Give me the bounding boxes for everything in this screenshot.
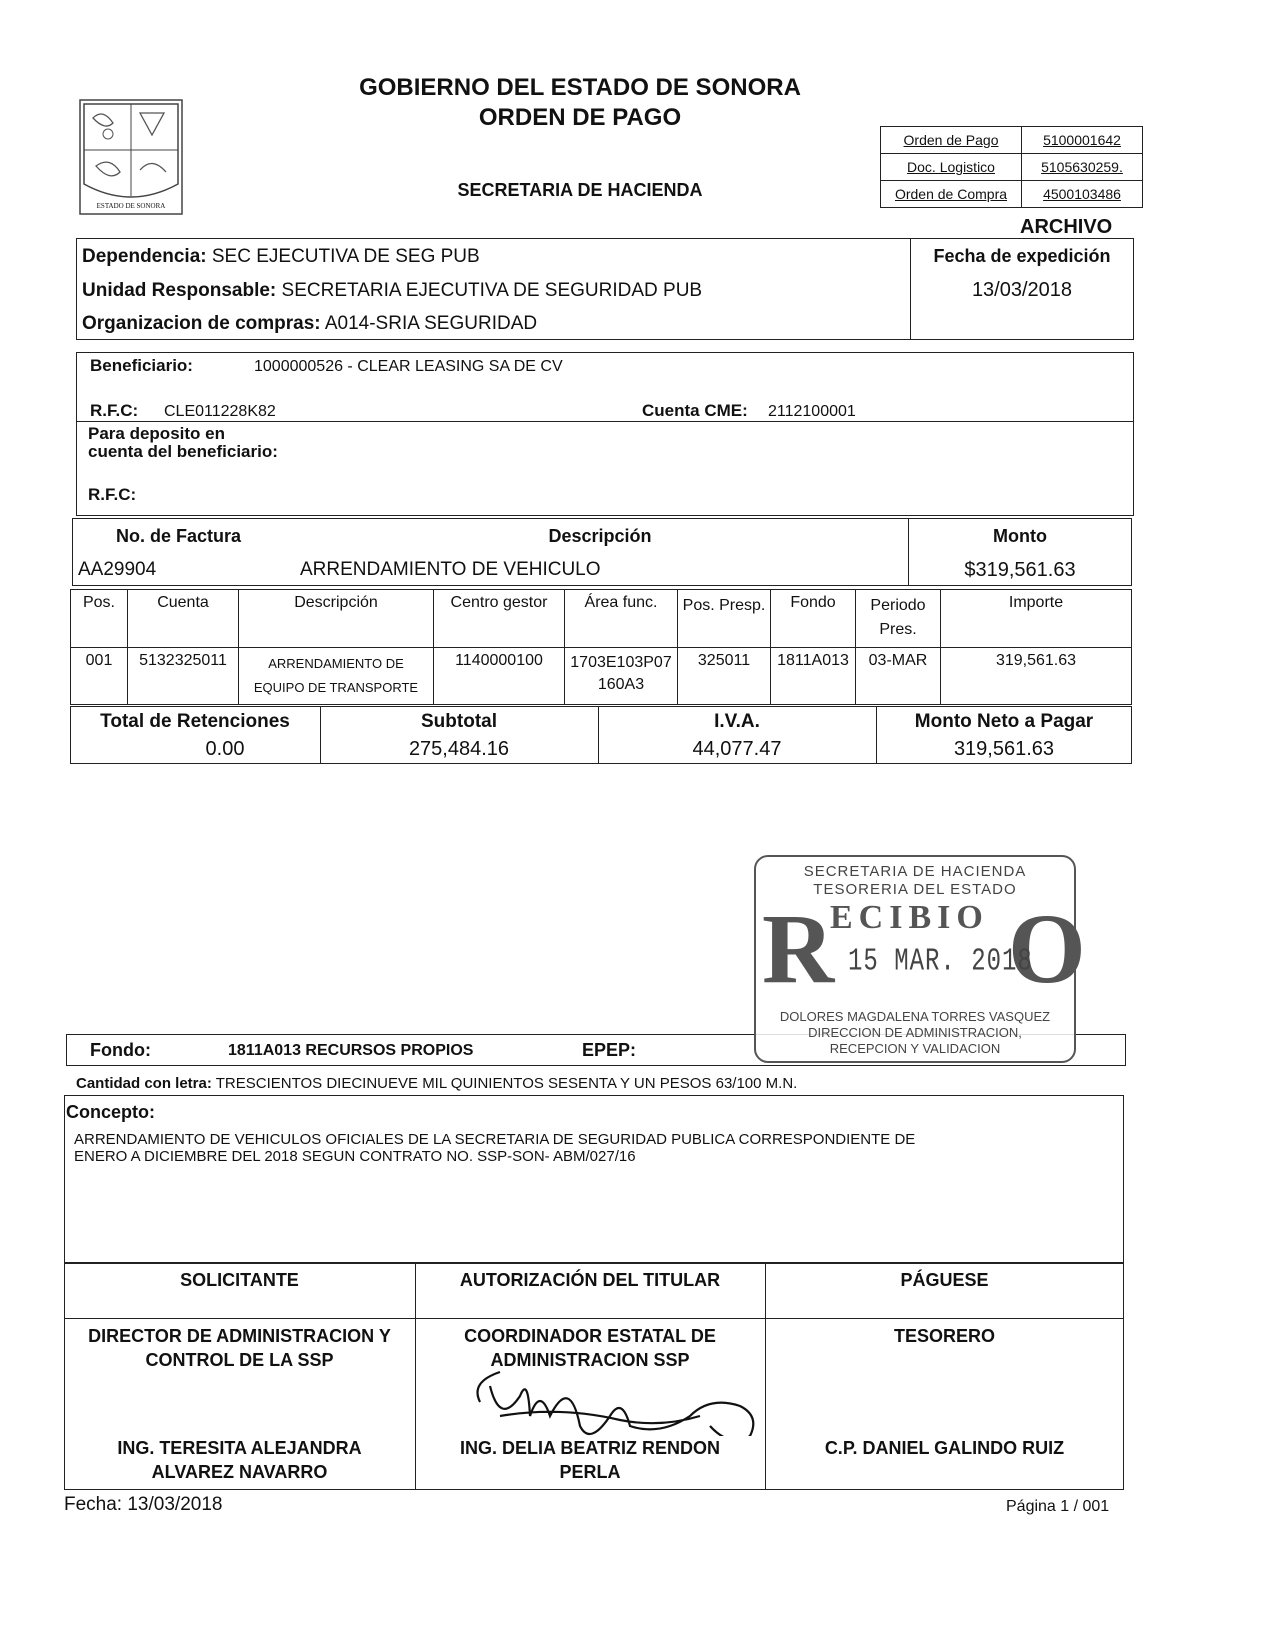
document-title: GOBIERNO DEL ESTADO DE SONORA <box>359 74 801 101</box>
col-pos: Pos. <box>71 590 128 648</box>
stamp-line-5: RECEPCION Y VALIDACION <box>829 1041 1001 1056</box>
monto-header: Monto <box>993 526 1047 546</box>
deposit-label-2: cuenta del beneficiario: <box>88 442 278 461</box>
descripcion-header: Descripción <box>548 526 652 546</box>
cell-fondo: 1811A013 <box>771 648 856 705</box>
table-row <box>71 648 1132 705</box>
factura-header: No. de Factura <box>116 526 242 546</box>
state-seal <box>78 98 184 216</box>
reference-table <box>880 126 1143 208</box>
copy-label: ARCHIVO <box>1020 216 1113 238</box>
signer-role-1-line-1: DIRECTOR DE ADMINISTRACION Y <box>88 1326 391 1346</box>
unidad-row <box>82 280 702 302</box>
deposit-label-1: Para deposito en <box>88 424 225 443</box>
rfc-value: CLE011228K82 <box>164 403 276 420</box>
cuenta-cme-value: 2112100001 <box>768 403 856 420</box>
ref-label: Orden de Compra <box>894 186 1008 202</box>
footer-page: Página 1 / 001 <box>1006 1498 1110 1515</box>
footer-date: Fecha: 13/03/2018 <box>64 1494 223 1515</box>
cell-presp: 325011 <box>678 648 771 705</box>
concept-label: Concepto: <box>66 1102 155 1122</box>
col-importe: Importe <box>941 590 1132 648</box>
beneficiario-label: Beneficiario: <box>90 356 193 375</box>
cell-periodo: 03-MAR <box>856 648 941 705</box>
organizacion-value: A014-SRIA SEGURIDAD <box>324 313 538 334</box>
cell-centro: 1140000100 <box>434 648 565 705</box>
ref-value: 5100001642 <box>1043 132 1121 148</box>
unidad-value: SECRETARIA EJECUTIVA DE SEGURIDAD PUB <box>281 280 703 301</box>
items-header-row <box>71 590 1132 648</box>
monto-value: $319,561.63 <box>964 559 1076 581</box>
iva-value: 44,077.47 <box>692 738 782 760</box>
iva-label: I.V.A. <box>714 711 760 732</box>
signer-name-2-line-1: ING. DELIA BEATRIZ RENDON <box>460 1438 720 1458</box>
signer-role-3-line-1: TESORERO <box>893 1326 995 1346</box>
fecha-expedicion-value: 13/03/2018 <box>971 279 1073 301</box>
stamp-line-1: SECRETARIA DE HACIENDA <box>803 863 1027 880</box>
fondo-label: Fondo: <box>90 1040 151 1060</box>
ref-value: 5105630259. <box>1041 159 1123 175</box>
cell-area: 1703E103P07 160A3 <box>565 648 678 705</box>
concept-line-1: ARRENDAMIENTO DE VEHICULOS OFICIALES DE LA SECRETARIA DE SEGURIDAD PUBLICA CORRESPONDIENTE DE <box>74 1131 916 1148</box>
cell-importe: 319,561.63 <box>941 648 1132 705</box>
col-area-func: Área func. <box>565 590 678 648</box>
col-pos-presp: Pos. Presp. <box>678 590 771 648</box>
cuenta-cme-label: Cuenta CME: <box>642 401 748 420</box>
factura-value: AA29904 <box>78 559 157 580</box>
retenciones-label: Total de Retenciones <box>100 711 290 732</box>
stamp-big-r: R <box>762 893 835 1004</box>
subtotal-label: Subtotal <box>421 711 497 732</box>
descripcion-value: ARRENDAMIENTO DE VEHICULO <box>300 559 601 580</box>
dependencia-label: Dependencia: <box>82 246 207 267</box>
seal-caption: ESTADO DE SONORA <box>96 202 166 210</box>
signer-role-2-line-2: ADMINISTRACION SSP <box>490 1350 690 1370</box>
col-centro-gestor: Centro gestor <box>434 590 565 648</box>
received-stamp <box>754 855 1086 1063</box>
signer-role-2-line-1: COORDINADOR ESTATAL DE <box>464 1326 716 1346</box>
seal-icon <box>78 98 184 216</box>
rfc2-label: R.F.C: <box>88 485 137 504</box>
stamp-line-4: DIRECCION DE ADMINISTRACION, <box>808 1025 1022 1040</box>
fondo-value: 1811A013 RECURSOS PROPIOS <box>228 1042 474 1059</box>
signature-heading-solicitante: SOLICITANTE <box>180 1270 299 1290</box>
rfc-label: R.F.C: <box>90 401 139 420</box>
handwritten-signature <box>460 1356 820 1436</box>
stamp-line-3: DOLORES MAGDALENA TORRES VASQUEZ <box>779 1009 1051 1024</box>
organizacion-label: Organizacion de compras: <box>82 313 321 334</box>
signature-heading-autorizacion: AUTORIZACIÓN DEL TITULAR <box>459 1270 721 1290</box>
stamp-date: 15 MAR. 2018 <box>848 944 1033 981</box>
ref-value: 4500103486 <box>1043 186 1121 202</box>
neto-label: Monto Neto a Pagar <box>914 711 1094 732</box>
amount-words-value: TRESCIENTOS DIECINUEVE MIL QUINIENTOS SESENTA Y UN PESOS 63/100 M.N. <box>215 1075 798 1092</box>
retenciones-value: 0.00 <box>205 738 245 760</box>
ref-row-doc-logistico <box>881 154 1143 181</box>
amount-words-label: Cantidad con letra: <box>76 1075 212 1092</box>
col-periodo: Periodo Pres. <box>856 590 941 648</box>
signer-role-1-line-2: CONTROL DE LA SSP <box>145 1350 334 1370</box>
cell-cuenta: 5132325011 <box>128 648 239 705</box>
organizacion-row <box>82 313 537 335</box>
office-name: SECRETARIA DE HACIENDA <box>457 180 703 200</box>
signer-name-1-line-1: ING. TERESITA ALEJANDRA <box>117 1438 362 1458</box>
cell-descripcion: ARRENDAMIENTO DE EQUIPO DE TRANSPORTE <box>239 648 434 705</box>
concept-line-2: ENERO A DICIEMBRE DEL 2018 SEGUN CONTRATO NO. SSP-SON- ABM/027/16 <box>74 1148 636 1165</box>
beneficiary-box <box>76 352 1134 516</box>
col-cuenta: Cuenta <box>128 590 239 648</box>
beneficiario-value: 1000000526 - CLEAR LEASING SA DE CV <box>254 358 563 375</box>
dependencia-row <box>82 246 480 268</box>
col-descripcion: Descripción <box>239 590 434 648</box>
stamp-word: ECIBIO <box>830 899 989 936</box>
fecha-expedicion-label: Fecha de expedición <box>933 246 1111 266</box>
col-fondo: Fondo <box>771 590 856 648</box>
stamp-line-2: TESORERIA DEL ESTADO <box>813 881 1017 898</box>
document-subtitle: ORDEN DE PAGO <box>478 104 682 131</box>
dependencia-value: SEC EJECUTIVA DE SEG PUB <box>211 246 480 267</box>
ref-label: Orden de Pago <box>903 132 999 148</box>
unidad-label: Unidad Responsable: <box>82 280 277 301</box>
subtotal-value: 275,484.16 <box>408 738 510 760</box>
ref-label: Doc. Logistico <box>907 159 995 175</box>
neto-value: 319,561.63 <box>953 738 1055 760</box>
items-table <box>70 589 1132 705</box>
signer-name-3-line-1: C.P. DANIEL GALINDO RUIZ <box>824 1438 1065 1458</box>
stamp-big-o: O <box>1008 893 1086 1004</box>
concept-box <box>64 1095 1124 1263</box>
ref-row-orden-pago <box>881 127 1143 154</box>
ref-row-orden-compra <box>881 181 1143 208</box>
cell-pos: 001 <box>71 648 128 705</box>
amount-words-row <box>76 1075 797 1092</box>
signature-heading-paguese: PÁGUESE <box>900 1270 989 1290</box>
epep-label: EPEP: <box>582 1040 637 1060</box>
signer-name-2-line-2: PERLA <box>559 1462 621 1482</box>
signer-name-1-line-2: ALVAREZ NAVARRO <box>151 1462 328 1482</box>
